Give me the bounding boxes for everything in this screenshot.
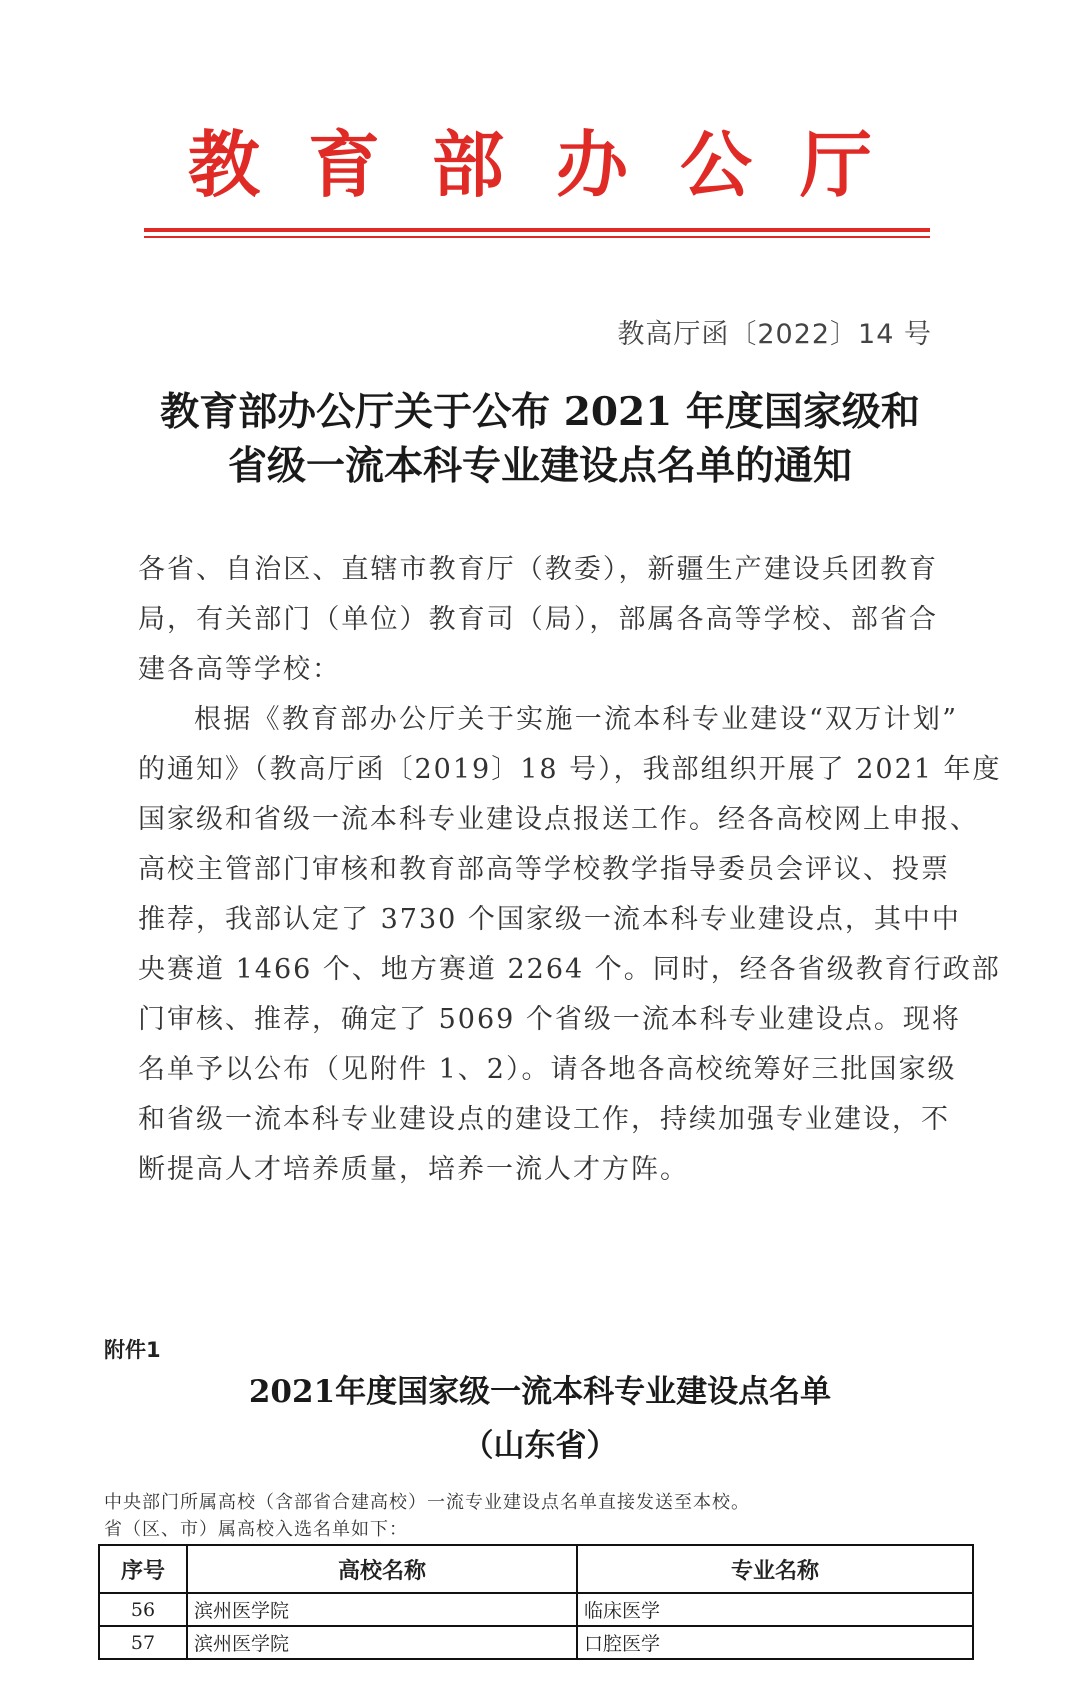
column-header-major: 专业名称 (577, 1545, 973, 1593)
body-line: 各省、自治区、直辖市教育厅（教委），新疆生产建设兵团教育 (138, 554, 938, 585)
selection-table (98, 1544, 974, 1660)
document-title-line-2: 省级一流本科专业建设点名单的通知 (227, 443, 852, 489)
body-line: 和省级一流本科专业建设点的建设工作，持续加强专业建设，不 (138, 1104, 950, 1135)
annex-title-line-1: 2021年度国家级一流本科专业建设点名单 (248, 1374, 832, 1410)
letterhead-char: 厅 (800, 122, 873, 207)
body-line: 建各高等学校： (138, 654, 341, 685)
row-major: 口腔医学 (577, 1626, 973, 1659)
table-row (99, 1593, 973, 1626)
letterhead-char: 办 (556, 122, 629, 207)
column-header-university: 高校名称 (187, 1545, 577, 1593)
annex-label: 附件1 (104, 1338, 161, 1362)
body-line: 的通知》（教高厅函〔2019〕18 号），我部组织开展了 2021 年度 (138, 754, 1002, 785)
table-row (99, 1626, 973, 1659)
document-number: 教高厅函〔2022〕14 号 (617, 319, 932, 350)
row-university: 滨州医学院 (187, 1593, 577, 1626)
annex-note-line-1: 中央部门所属高校（含部省合建高校）一流专业建设点名单直接发送至本校。 (104, 1492, 750, 1513)
annex-note-line-2: 省（区、市）属高校入选名单如下： (104, 1519, 408, 1540)
body-line: 名单予以公布（见附件 1、2）。请各地各高校统筹好三批国家级 (138, 1054, 957, 1085)
body-line: 推荐，我部认定了 3730 个国家级一流本科专业建设点，其中中 (138, 904, 961, 935)
letterhead-char: 教 (188, 122, 261, 207)
letterhead-char: 公 (680, 122, 753, 207)
body-line: 局，有关部门（单位）教育司（局），部属各高等学校、部省合 (138, 604, 938, 635)
column-header-index: 序号 (99, 1545, 187, 1593)
body-line: 央赛道 1466 个、地方赛道 2264 个。同时，经各省级教育行政部 (138, 954, 1001, 985)
letterhead-rule-thick (144, 228, 930, 232)
body-line: 根据《教育部办公厅关于实施一流本科专业建设“双万计划” (194, 704, 958, 735)
table-header-row (99, 1545, 973, 1593)
row-index: 56 (99, 1593, 187, 1626)
letterhead-rule-thin (144, 236, 930, 238)
body-line: 高校主管部门审核和教育部高等学校教学指导委员会评议、投票 (138, 854, 950, 885)
letterhead-char: 部 (432, 122, 505, 207)
letterhead (0, 120, 1080, 210)
row-index: 57 (99, 1626, 187, 1659)
row-university: 滨州医学院 (187, 1626, 577, 1659)
document-title-line-1: 教育部办公厅关于公布 2021 年度国家级和 (160, 389, 920, 435)
body-line: 断提高人才培养质量，培养一流人才方阵。 (138, 1154, 689, 1185)
row-major: 临床医学 (577, 1593, 973, 1626)
body-line: 门审核、推荐，确定了 5069 个省级一流本科专业建设点。现将 (138, 1004, 961, 1035)
body-line: 国家级和省级一流本科专业建设点报送工作。经各高校网上申报、 (138, 804, 979, 835)
letterhead-char: 育 (308, 122, 381, 207)
annex-title-line-2: （山东省） (462, 1428, 618, 1464)
